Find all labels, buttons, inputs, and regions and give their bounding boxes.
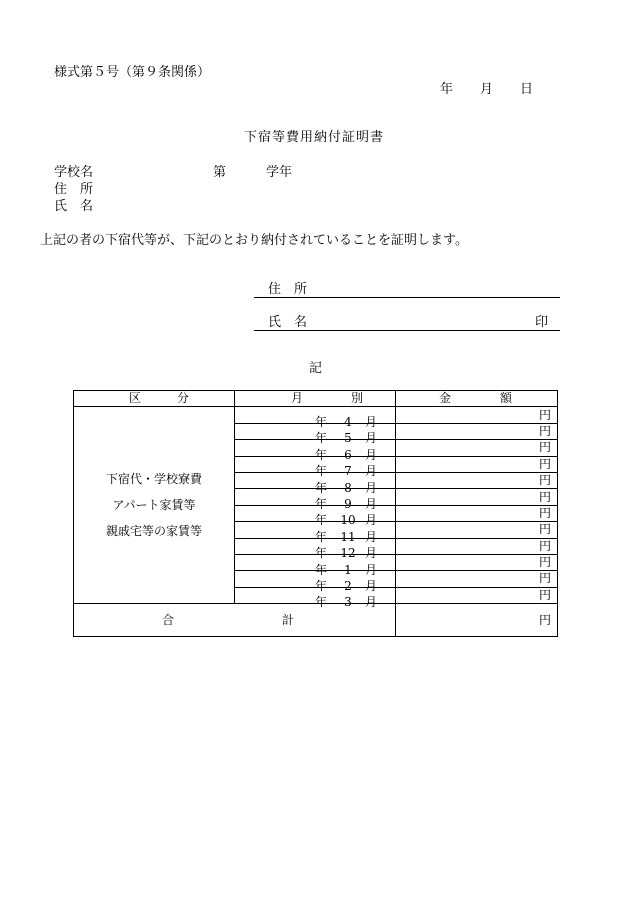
year-label: 年 <box>315 562 328 577</box>
yen-label: 円 <box>538 473 551 488</box>
header-amount <box>396 391 558 407</box>
year-label: 年 <box>315 447 328 462</box>
month-cell <box>235 456 396 479</box>
month-number: 8 <box>344 480 352 495</box>
amount-cell <box>396 407 558 423</box>
month-number: 7 <box>344 464 352 479</box>
year-label: 年 <box>315 464 328 479</box>
date-year-label: 年 <box>440 82 454 97</box>
amount-cell <box>396 440 558 456</box>
form-number: 様式第５号（第９条関係） <box>54 65 211 80</box>
grade-suffix: 学年 <box>266 165 293 180</box>
total-label-cell <box>74 604 396 637</box>
month-label: 月 <box>365 497 378 512</box>
month-cell <box>235 587 396 610</box>
school-label: 学校名 <box>54 165 94 180</box>
yen-label: 円 <box>538 538 551 553</box>
certifier-name-line <box>254 330 560 331</box>
month-number: 10 <box>340 513 356 528</box>
year-label: 年 <box>315 546 328 561</box>
yen-label: 円 <box>538 587 551 602</box>
header-category <box>74 391 235 407</box>
month-label: 月 <box>365 595 378 610</box>
amount-cell <box>396 571 558 587</box>
month-number: 1 <box>344 562 352 577</box>
month-cell <box>235 505 396 528</box>
amount-cell <box>396 522 558 538</box>
month-number: 4 <box>344 415 352 430</box>
month-number: 2 <box>344 578 352 593</box>
year-label: 年 <box>315 431 328 446</box>
table-row <box>74 407 558 423</box>
month-label: 月 <box>365 431 378 446</box>
header-month-char2: 別 <box>351 391 364 405</box>
month-number: 3 <box>344 595 352 610</box>
payment-table <box>73 390 558 637</box>
total-row <box>74 604 558 637</box>
certifier-address-label: 住 所 <box>268 282 308 297</box>
month-cell <box>235 538 396 561</box>
month-cell <box>235 489 396 512</box>
month-label: 月 <box>365 529 378 544</box>
document-title: 下宿等費用納付証明書 <box>244 130 385 145</box>
certifier-address-line <box>254 297 560 298</box>
category-label: 下宿代・学校寮費 <box>105 472 202 487</box>
month-cell <box>235 554 396 577</box>
month-number: 5 <box>344 431 352 446</box>
header-month <box>235 391 396 407</box>
month-label: 月 <box>365 447 378 462</box>
month-cell <box>235 522 396 544</box>
total-yen-label: 円 <box>538 612 551 627</box>
month-label: 月 <box>365 513 378 528</box>
year-label: 年 <box>315 578 328 593</box>
amount-cell <box>396 505 558 521</box>
amount-cell <box>396 472 558 488</box>
date-day-label: 日 <box>520 82 534 97</box>
year-label: 年 <box>315 513 328 528</box>
month-number: 6 <box>344 447 352 462</box>
grade-prefix: 第 <box>213 165 227 180</box>
year-label: 年 <box>315 595 328 610</box>
yen-label: 円 <box>538 571 551 586</box>
amount-cell <box>396 489 558 505</box>
student-name-label: 氏 名 <box>54 199 94 214</box>
student-address-label: 住 所 <box>54 182 94 197</box>
certification-statement: 上記の者の下宿代等が、下記のとおり納付されていることを証明します。 <box>40 233 468 248</box>
total-char2: 計 <box>282 613 295 628</box>
total-amount-cell <box>396 604 558 637</box>
amount-cell <box>396 423 558 439</box>
month-label: 月 <box>365 578 378 593</box>
amount-cell <box>396 587 558 603</box>
month-cell <box>235 423 396 446</box>
month-label: 月 <box>365 562 378 577</box>
ki-label: 記 <box>309 361 323 376</box>
yen-label: 円 <box>538 456 551 471</box>
yen-label: 円 <box>538 489 551 504</box>
category-cell <box>74 407 235 604</box>
yen-label: 円 <box>538 505 551 520</box>
amount-cell <box>396 554 558 570</box>
category-label: 親戚宅等の家賃等 <box>105 524 202 539</box>
month-number: 12 <box>340 546 356 561</box>
category-label: アパート家賃等 <box>112 498 196 513</box>
header-category-char2: 分 <box>177 391 190 405</box>
month-label: 月 <box>365 546 378 561</box>
month-label: 月 <box>365 480 378 495</box>
month-number: 9 <box>344 497 352 512</box>
month-cell <box>235 571 396 593</box>
date-month-label: 月 <box>480 82 494 97</box>
year-label: 年 <box>315 529 328 544</box>
year-label: 年 <box>315 497 328 512</box>
yen-label: 円 <box>538 555 551 570</box>
year-label: 年 <box>315 415 328 430</box>
yen-label: 円 <box>538 440 551 455</box>
certifier-name-label: 氏 名 <box>268 315 308 330</box>
total-char1: 合 <box>162 613 175 628</box>
amount-cell <box>396 456 558 472</box>
month-label: 月 <box>365 415 378 430</box>
header-amount-char1: 金 <box>439 391 452 405</box>
yen-label: 円 <box>538 522 551 537</box>
header-category-char1: 区 <box>129 391 142 405</box>
seal-label: 印 <box>535 315 549 330</box>
month-label: 月 <box>365 464 378 479</box>
amount-cell <box>396 538 558 554</box>
month-cell <box>235 407 396 430</box>
header-month-char1: 月 <box>291 391 304 405</box>
table-header-row <box>74 391 558 407</box>
month-number: 11 <box>340 529 356 544</box>
year-label: 年 <box>315 480 328 495</box>
yen-label: 円 <box>538 407 551 422</box>
month-cell <box>235 440 396 462</box>
yen-label: 円 <box>538 423 551 438</box>
month-cell <box>235 472 396 495</box>
header-amount-char2: 額 <box>500 391 513 405</box>
